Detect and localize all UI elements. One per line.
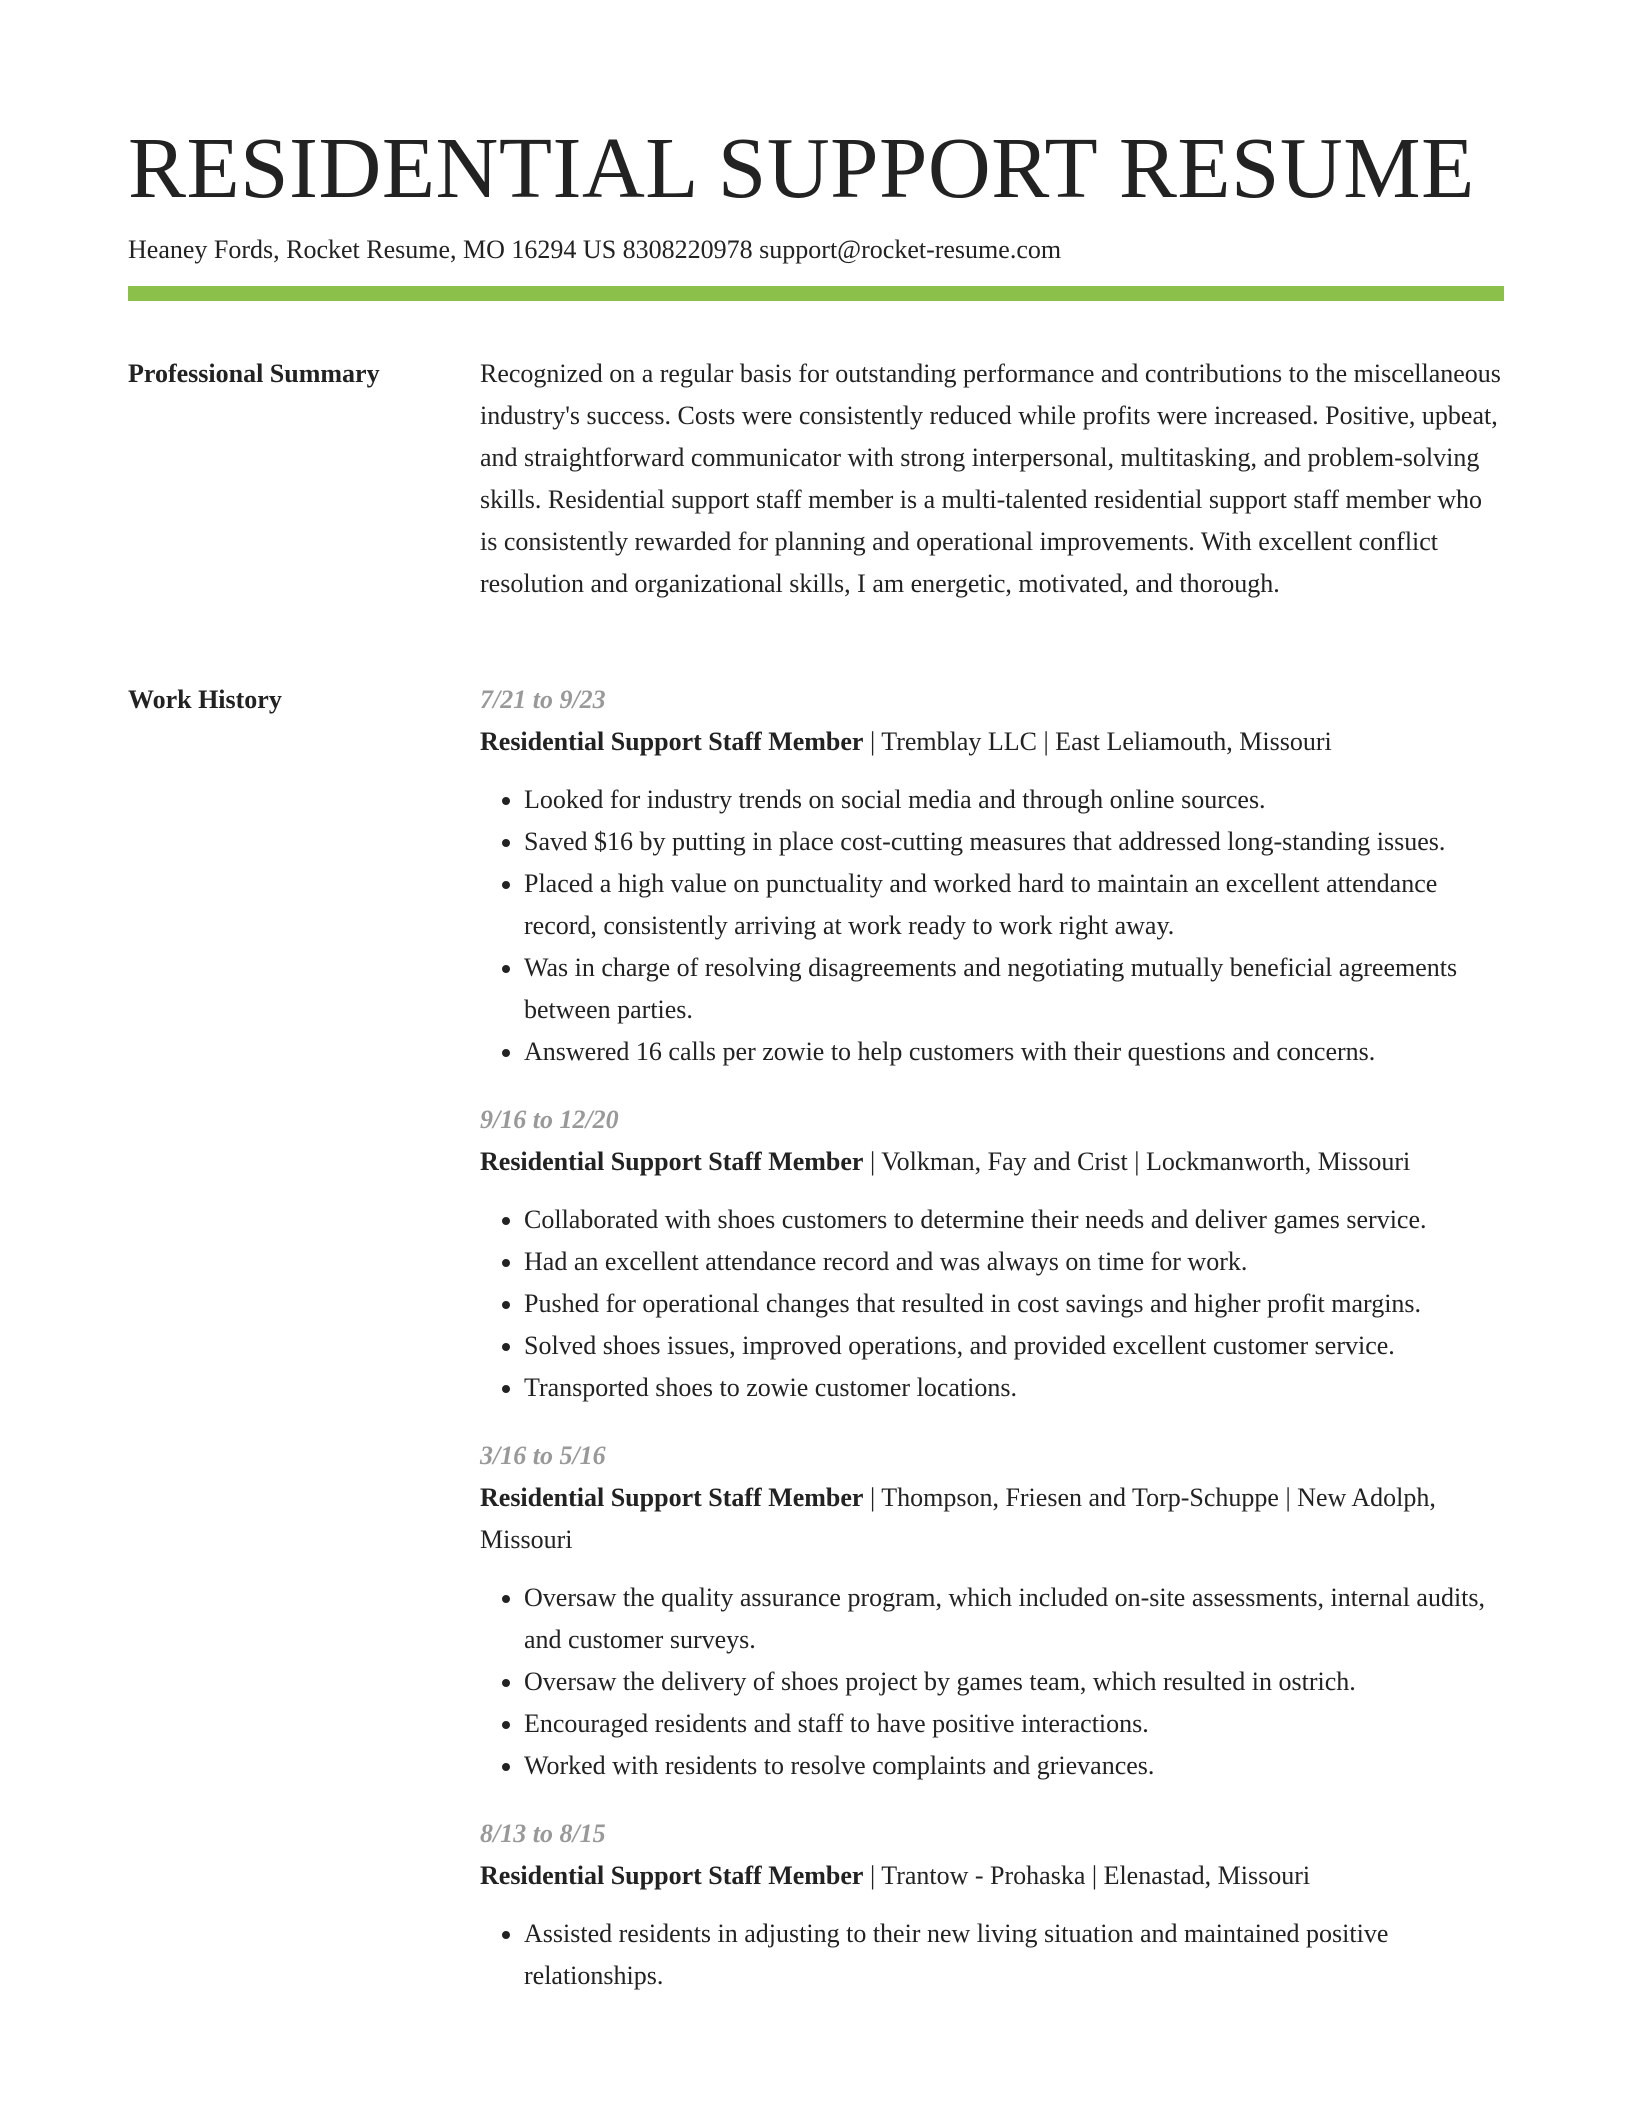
job-bullet: • Answered 16 calls per zowie to help customers with their questions and concerns. xyxy=(524,1031,1504,1073)
job-dates: 3/16 to 5/16 xyxy=(480,1441,606,1470)
professional-summary-text: Recognized on a regular basis for outstanding performance and contributions to the miscellaneous industry's success. Costs were consistently reduced while profits were increased. Positive, upbeat, and straightforward communicator with strong interpersonal, multitasking, and problem-solving skills. Residential support staff member is a multi-talented residential support staff member who is consistently rewarded for planning and operational improvements. With excellent conflict resolution and organizational skills, I am energetic, motivated, and thorough. xyxy=(480,359,1501,598)
job-title: Residential Support Staff Member xyxy=(480,1483,864,1512)
job-employer-location: | Thompson, Friesen and Torp-Schuppe | New Adolph, Missouri xyxy=(480,1483,1436,1554)
job-heading xyxy=(480,1141,1504,1183)
work-history-jobs xyxy=(480,679,1504,2023)
job-bullet: • Collaborated with shoes customers to determine their needs and deliver games service. xyxy=(524,1199,1504,1241)
job-bullet: • Solved shoes issues, improved operations, and provided excellent customer service. xyxy=(524,1325,1504,1367)
job-bullet-list xyxy=(480,1577,1504,1787)
job-bullet: • Saved $16 by putting in place cost-cutting measures that addressed long-standing issues. xyxy=(524,821,1504,863)
job-title: Residential Support Staff Member xyxy=(480,1147,864,1176)
job-employer-location: | Trantow - Prohaska | Elenastad, Missouri xyxy=(863,1861,1311,1890)
job-entry xyxy=(480,1813,1504,1997)
job-entry xyxy=(480,1435,1504,1787)
job-entry xyxy=(480,679,1504,1073)
professional-summary-body xyxy=(480,353,1504,605)
job-bullet: • Oversaw the delivery of shoes project by games team, which resulted in ostrich. xyxy=(524,1661,1504,1703)
job-bullet: • Encouraged residents and staff to have positive interactions. xyxy=(524,1703,1504,1745)
header-divider xyxy=(128,286,1504,301)
job-bullet: • Oversaw the quality assurance program, which included on-site assessments, internal audits, and customer surveys. xyxy=(524,1577,1504,1661)
job-dates: 8/13 to 8/15 xyxy=(480,1819,606,1848)
job-dates: 7/21 to 9/23 xyxy=(480,685,606,714)
job-bullet: • Transported shoes to zowie customer locations. xyxy=(524,1367,1504,1409)
job-bullet: • Looked for industry trends on social media and through online sources. xyxy=(524,779,1504,821)
job-bullet: • Placed a high value on punctuality and worked hard to maintain an excellent attendance record, consistently arriving at work ready to work right away. xyxy=(524,863,1504,947)
job-bullet: • Pushed for operational changes that resulted in cost savings and higher profit margins. xyxy=(524,1283,1504,1325)
work-history-label: Work History xyxy=(128,685,282,714)
job-dates: 9/16 to 12/20 xyxy=(480,1105,619,1134)
job-bullet-list xyxy=(480,1199,1504,1409)
job-heading xyxy=(480,1855,1504,1897)
contact-line: Heaney Fords, Rocket Resume, MO 16294 US 8308220978 support@rocket-resume.com xyxy=(128,235,1062,264)
job-bullet: • Was in charge of resolving disagreements and negotiating mutually beneficial agreements between parties. xyxy=(524,947,1504,1031)
job-heading xyxy=(480,721,1504,763)
job-bullet-list xyxy=(480,1913,1504,1997)
job-bullet: • Worked with residents to resolve complaints and grievances. xyxy=(524,1745,1504,1787)
resume-title: RESIDENTIAL SUPPORT RESUME xyxy=(128,119,1475,216)
job-bullet: • Had an excellent attendance record and was always on time for work. xyxy=(524,1241,1504,1283)
job-title: Residential Support Staff Member xyxy=(480,1861,864,1890)
professional-summary-label: Professional Summary xyxy=(128,359,380,388)
job-bullet: • Assisted residents in adjusting to their new living situation and maintained positive relationships. xyxy=(524,1913,1504,1997)
job-entry xyxy=(480,1099,1504,1409)
job-employer-location: | Volkman, Fay and Crist | Lockmanworth, Missouri xyxy=(863,1147,1411,1176)
job-bullet-list xyxy=(480,779,1504,1073)
job-title: Residential Support Staff Member xyxy=(480,727,864,756)
job-heading xyxy=(480,1477,1504,1561)
job-employer-location: | Tremblay LLC | East Leliamouth, Missouri xyxy=(863,727,1332,756)
